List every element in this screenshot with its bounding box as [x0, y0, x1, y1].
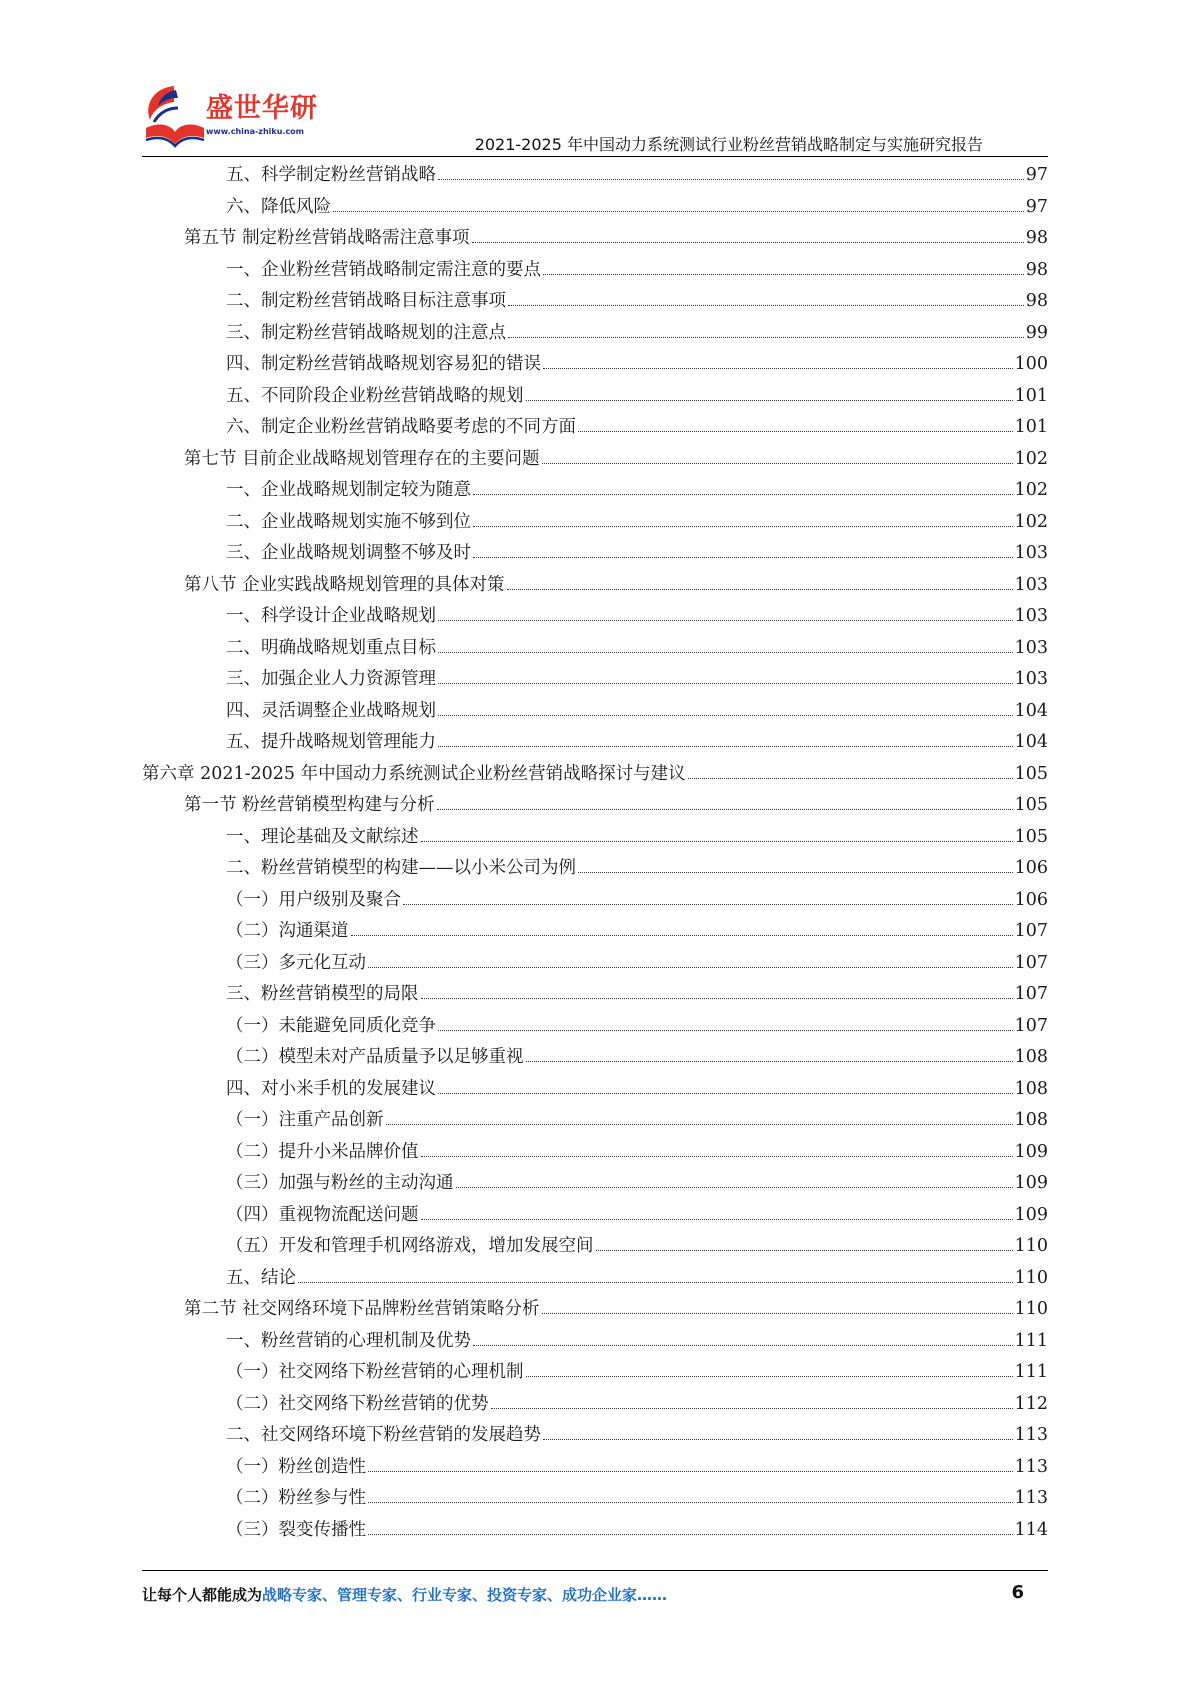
toc-entry-page: 98 — [1025, 228, 1048, 248]
toc-entry-page: 108 — [1014, 1110, 1048, 1130]
toc-entry[interactable] — [142, 444, 1048, 476]
dot-leader — [351, 934, 1013, 936]
toc-entry[interactable] — [142, 1483, 1048, 1515]
toc-entry[interactable] — [142, 381, 1048, 413]
dot-leader — [542, 1312, 1013, 1314]
dot-leader — [473, 1344, 1013, 1346]
toc-entry-page: 107 — [1014, 921, 1048, 941]
toc-entry-page: 104 — [1014, 700, 1048, 721]
toc-entry[interactable] — [142, 412, 1048, 444]
toc-entry-title: 二、社交网络环境下粉丝营销的发展趋势 — [226, 1425, 541, 1445]
toc-entry[interactable] — [142, 286, 1048, 318]
dot-leader — [386, 1123, 1013, 1125]
toc-entry-title: （五）开发和管理手机网络游戏，增加发展空间 — [226, 1236, 594, 1256]
toc-entry-page: 109 — [1014, 1173, 1048, 1193]
dot-leader — [473, 493, 1013, 495]
toc-entry-page: 109 — [1014, 1141, 1048, 1162]
toc-entry[interactable] — [142, 1137, 1048, 1169]
toc-entry-title: 一、理论基础及文献综述 — [226, 826, 419, 847]
toc-entry-title: 第七节 目前企业战略规划管理存在的主要问题 — [184, 448, 540, 469]
company-logo — [140, 82, 320, 154]
toc-entry[interactable] — [142, 1200, 1048, 1232]
toc-entry-title: （二）沟通渠道 — [226, 921, 349, 941]
dot-leader — [438, 1029, 1013, 1031]
toc-entry-page: 101 — [1014, 417, 1048, 437]
dot-leader — [421, 1155, 1013, 1157]
dot-leader — [368, 1501, 1013, 1503]
dot-leader — [438, 619, 1013, 621]
logo-name: 盛世华研 — [206, 93, 318, 124]
dot-leader — [437, 808, 1013, 810]
toc-entry[interactable] — [142, 633, 1048, 665]
toc-entry-page: 108 — [1014, 1078, 1048, 1099]
toc-entry-page: 106 — [1014, 889, 1048, 910]
dot-leader — [421, 840, 1013, 842]
toc-entry-page: 106 — [1014, 858, 1048, 878]
toc-entry-title: 四、对小米手机的发展建议 — [226, 1078, 436, 1099]
dot-leader — [438, 1092, 1013, 1094]
dot-leader — [438, 651, 1013, 653]
toc-entry-page: 103 — [1014, 669, 1048, 689]
toc-entry-title: 二、企业战略规划实施不够到位 — [226, 511, 471, 532]
toc-entry[interactable] — [142, 223, 1048, 255]
toc-entry[interactable] — [142, 1074, 1048, 1106]
toc-entry-page: 111 — [1014, 1362, 1048, 1382]
toc-entry-title: 一、企业战略规划制定较为随意 — [226, 480, 471, 500]
dot-leader — [473, 525, 1013, 527]
toc-entry-title: （一）粉丝创造性 — [226, 1456, 366, 1477]
dot-leader — [507, 588, 1013, 590]
dot-leader — [421, 997, 1013, 999]
toc-entry-title: （二）模型未对产品质量予以足够重视 — [226, 1047, 524, 1067]
footer-slogan — [142, 1584, 667, 1605]
dot-leader — [421, 1218, 1013, 1220]
dot-leader — [472, 241, 1024, 243]
toc-entry[interactable] — [142, 916, 1048, 948]
toc-entry-title: 一、粉丝营销的心理机制及优势 — [226, 1330, 471, 1351]
toc-entry[interactable] — [142, 507, 1048, 539]
toc-entry-page: 110 — [1014, 1299, 1048, 1319]
toc-entry-page: 98 — [1025, 259, 1048, 280]
toc-entry[interactable] — [142, 1420, 1048, 1452]
toc-entry-title: （一）社交网络下粉丝营销的心理机制 — [226, 1362, 524, 1382]
toc-entry[interactable] — [142, 1168, 1048, 1200]
dot-leader — [438, 682, 1013, 684]
toc-entry-page: 105 — [1014, 826, 1048, 847]
toc-entry-title: 第六章 2021-2025 年中国动力系统测试企业粉丝营销战略探讨与建议 — [142, 763, 686, 784]
toc-entry-page: 103 — [1014, 574, 1048, 595]
toc-entry-title: 六、降低风险 — [226, 196, 331, 217]
toc-entry-title: （一）未能避免同质化竞争 — [226, 1015, 436, 1036]
dot-leader — [543, 367, 1013, 369]
toc-entry-page: 99 — [1025, 322, 1048, 343]
toc-entry-page: 110 — [1014, 1267, 1048, 1288]
dot-leader — [508, 336, 1024, 338]
table-of-contents — [142, 160, 1048, 1546]
dot-leader — [298, 1281, 1013, 1283]
toc-entry[interactable] — [142, 1326, 1048, 1358]
logo-url: www.china-zhiku.com — [206, 127, 305, 136]
slogan-prefix: 让每个人都能成为 — [142, 1586, 263, 1604]
dot-leader — [688, 777, 1013, 779]
toc-entry[interactable] — [142, 979, 1048, 1011]
toc-entry-page: 103 — [1014, 606, 1048, 626]
toc-entry[interactable] — [142, 1389, 1048, 1421]
slogan-highlight: 战略专家、管理专家、行业专家、投资专家、成功企业家…… — [262, 1586, 668, 1604]
dot-leader — [542, 462, 1013, 464]
dot-leader — [368, 1533, 1013, 1535]
toc-entry-page: 98 — [1025, 291, 1048, 311]
toc-entry-title: 第一节 粉丝营销模型构建与分析 — [184, 795, 435, 815]
toc-entry[interactable] — [142, 1105, 1048, 1137]
toc-entry-title: 三、加强企业人力资源管理 — [226, 669, 436, 689]
dot-leader — [456, 1186, 1013, 1188]
toc-entry[interactable] — [142, 318, 1048, 350]
toc-entry-title: 二、明确战略规划重点目标 — [226, 637, 436, 658]
toc-entry-title: 第五节 制定粉丝营销战略需注意事项 — [184, 228, 470, 248]
dot-leader — [438, 714, 1013, 716]
toc-entry[interactable] — [142, 349, 1048, 381]
toc-entry-page: 102 — [1014, 448, 1048, 469]
toc-entry-title: 三、企业战略规划调整不够及时 — [226, 543, 471, 563]
toc-entry[interactable] — [142, 759, 1048, 791]
toc-entry[interactable] — [142, 160, 1048, 192]
toc-entry-page: 110 — [1014, 1236, 1048, 1256]
toc-entry-title: 五、不同阶段企业粉丝营销战略的规划 — [226, 385, 524, 406]
toc-entry-title: 五、提升战略规划管理能力 — [226, 732, 436, 752]
toc-entry-page: 102 — [1014, 480, 1048, 500]
toc-entry-page: 97 — [1025, 165, 1048, 185]
dot-leader — [368, 966, 1013, 968]
toc-entry[interactable] — [142, 727, 1048, 759]
toc-entry[interactable] — [142, 948, 1048, 980]
toc-entry-title: 第八节 企业实践战略规划管理的具体对策 — [184, 574, 505, 595]
toc-entry-page: 109 — [1014, 1204, 1048, 1225]
toc-entry-page: 105 — [1014, 763, 1048, 784]
toc-entry[interactable] — [142, 1011, 1048, 1043]
dot-leader — [438, 178, 1024, 180]
toc-entry[interactable] — [142, 1042, 1048, 1074]
toc-entry-title: （二）粉丝参与性 — [226, 1488, 366, 1508]
toc-entry-page: 104 — [1014, 732, 1048, 752]
dot-leader — [403, 903, 1013, 905]
dot-leader — [508, 304, 1024, 306]
toc-entry-page: 103 — [1014, 543, 1048, 563]
toc-entry-title: （二）提升小米品牌价值 — [226, 1141, 419, 1162]
toc-entry[interactable] — [142, 601, 1048, 633]
toc-entry-title: （一）用户级别及聚合 — [226, 889, 401, 910]
toc-entry[interactable] — [142, 192, 1048, 224]
toc-entry[interactable] — [142, 1294, 1048, 1326]
toc-entry-title: （三）裂变传播性 — [226, 1519, 366, 1540]
toc-entry-page: 108 — [1014, 1047, 1048, 1067]
toc-entry-page: 113 — [1014, 1425, 1048, 1445]
toc-entry[interactable] — [142, 664, 1048, 696]
toc-entry-page: 107 — [1014, 1015, 1048, 1036]
header-divider — [142, 156, 1048, 157]
toc-entry[interactable] — [142, 885, 1048, 917]
toc-entry-title: 二、制定粉丝营销战略目标注意事项 — [226, 291, 506, 311]
toc-entry-title: 一、企业粉丝营销战略制定需注意的要点 — [226, 259, 541, 280]
footer-divider — [142, 1570, 1048, 1571]
dot-leader — [543, 273, 1024, 275]
toc-entry-title: （一）注重产品创新 — [226, 1110, 384, 1130]
toc-entry-page: 101 — [1014, 385, 1048, 406]
dot-leader — [333, 210, 1024, 212]
toc-entry[interactable] — [142, 570, 1048, 602]
dot-leader — [526, 1375, 1013, 1377]
toc-entry[interactable] — [142, 475, 1048, 507]
toc-entry[interactable] — [142, 538, 1048, 570]
toc-entry-page: 111 — [1014, 1330, 1048, 1351]
toc-entry-title: （四）重视物流配送问题 — [226, 1204, 419, 1225]
toc-entry-title: 第二节 社交网络环境下品牌粉丝营销策略分析 — [184, 1299, 540, 1319]
toc-entry-title: （三）多元化互动 — [226, 952, 366, 973]
dot-leader — [596, 1249, 1013, 1251]
dot-leader — [526, 1060, 1013, 1062]
toc-entry[interactable] — [142, 696, 1048, 728]
dot-leader — [578, 430, 1013, 432]
toc-entry[interactable] — [142, 790, 1048, 822]
logo-book-icon — [140, 82, 210, 154]
toc-entry[interactable] — [142, 255, 1048, 287]
toc-entry-title: 六、制定企业粉丝营销战略要考虑的不同方面 — [226, 417, 576, 437]
toc-entry-page: 107 — [1014, 984, 1048, 1004]
toc-entry-page: 105 — [1014, 795, 1048, 815]
toc-entry-title: 四、灵活调整企业战略规划 — [226, 700, 436, 721]
dot-leader — [473, 556, 1013, 558]
dot-leader — [368, 1470, 1013, 1472]
toc-entry-page: 107 — [1014, 952, 1048, 973]
toc-entry-title: 二、粉丝营销模型的构建——以小米公司为例 — [226, 858, 576, 878]
toc-entry[interactable] — [142, 1231, 1048, 1263]
toc-entry-page: 102 — [1014, 511, 1048, 532]
toc-entry-page: 114 — [1014, 1519, 1048, 1540]
toc-entry-title: 四、制定粉丝营销战略规划容易犯的错误 — [226, 354, 541, 374]
toc-entry-title: 三、粉丝营销模型的局限 — [226, 984, 419, 1004]
dot-leader — [543, 1438, 1013, 1440]
toc-entry-page: 113 — [1014, 1456, 1048, 1477]
toc-entry-page: 103 — [1014, 637, 1048, 658]
toc-entry-title: （三）加强与粉丝的主动沟通 — [226, 1173, 454, 1193]
dot-leader — [526, 399, 1013, 401]
page-number: 6 — [1011, 1582, 1024, 1603]
toc-entry[interactable] — [142, 853, 1048, 885]
dot-leader — [438, 745, 1013, 747]
toc-entry[interactable] — [142, 1515, 1048, 1547]
toc-entry[interactable] — [142, 1263, 1048, 1295]
toc-entry-page: 112 — [1014, 1393, 1048, 1414]
toc-entry-page: 100 — [1014, 354, 1048, 374]
toc-entry-page: 97 — [1025, 196, 1048, 217]
report-title: 2021-2025 年中国动力系统测试行业粉丝营销战略制定与实施研究报告 — [474, 135, 983, 154]
toc-entry[interactable] — [142, 1452, 1048, 1484]
dot-leader — [491, 1407, 1013, 1409]
toc-entry-title: 五、科学制定粉丝营销战略 — [226, 165, 436, 185]
toc-entry-title: 一、科学设计企业战略规划 — [226, 606, 436, 626]
toc-entry[interactable] — [142, 1357, 1048, 1389]
toc-entry-title: 三、制定粉丝营销战略规划的注意点 — [226, 322, 506, 343]
dot-leader — [578, 871, 1013, 873]
toc-entry-page: 113 — [1014, 1488, 1048, 1508]
toc-entry-title: 五、结论 — [226, 1267, 296, 1288]
toc-entry-title: （二）社交网络下粉丝营销的优势 — [226, 1393, 489, 1414]
toc-entry[interactable] — [142, 822, 1048, 854]
